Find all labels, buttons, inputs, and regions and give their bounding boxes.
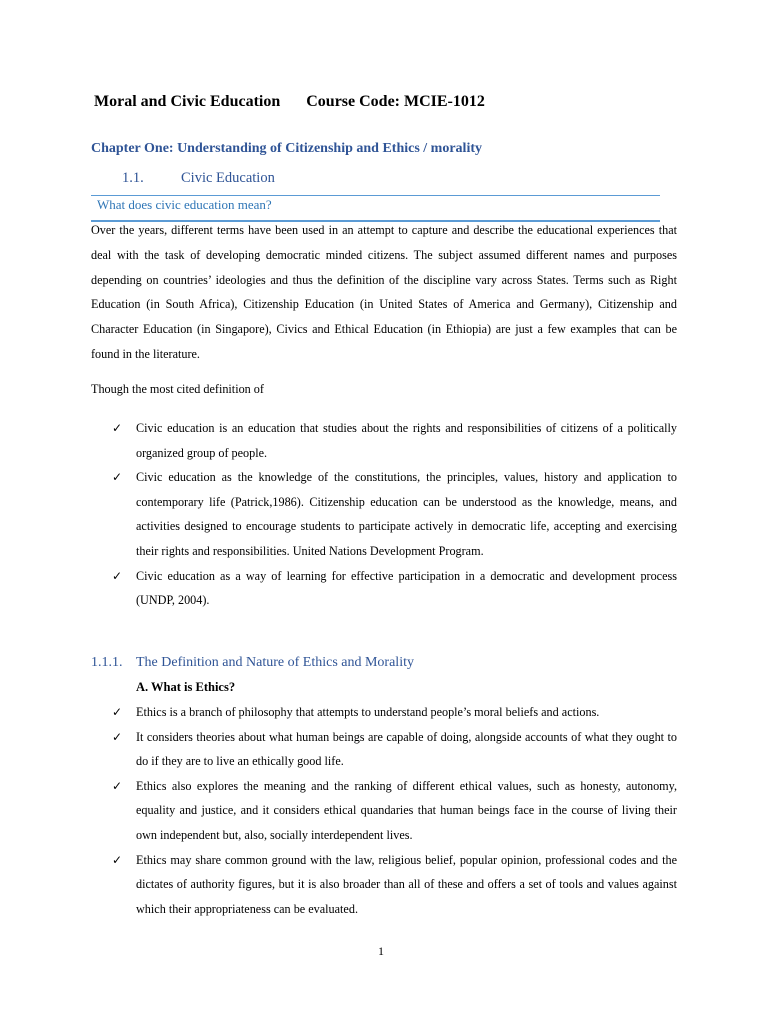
- checkmark-icon: ✓: [112, 568, 123, 583]
- subsection-heading: A. What is Ethics?: [136, 680, 236, 694]
- list-item: ✓ It considers theories about what human beings are capable of doing, alongside accounts of what they ought to do if they are to live an ethically good life.: [112, 725, 677, 774]
- checkmark-icon: ✓: [112, 421, 123, 435]
- subsection-number: 1.1.1.: [91, 655, 123, 670]
- list-item: ✓ Civic education is an education that studies about the rights and responsibilities of citizens of a politically organized group of people.: [112, 416, 677, 465]
- list-item: ✓ Civic education as a way of learning for effective participation in a democratic and development process (UNDP, 2004).: [112, 564, 677, 613]
- course-title-line: [94, 93, 485, 111]
- course-title: Moral and Civic Education: [94, 93, 281, 110]
- list-item: ✓ Civic education as the knowledge of the constitutions, the principles, values, history and application to contemporary life (Patrick,1986). Citizenship education can be understood as the knowledge, means, and activities designed to encourage students to participate actively in democratic life, accepting and exercising their rights and responsibilities. United Nations Development Program.: [112, 465, 677, 563]
- definitions-list: [112, 416, 677, 613]
- list-item: ✓ Ethics also explores the meaning and the ranking of different ethical values, such as honesty, autonomy, equality and justice, and it considers ethical quandaries that human beings face in the course of living their own independent but, also, socially interdependent lives.: [112, 774, 677, 848]
- page-number: 1: [378, 944, 384, 958]
- subsection-title: The Definition and Nature of Ethics and Morality: [136, 655, 414, 670]
- section-number: 1.1.: [122, 170, 144, 186]
- checkmark-icon: ✓: [112, 470, 123, 485]
- list-item: ✓ Ethics is a branch of philosophy that attempts to understand people’s moral beliefs and actions.: [112, 700, 677, 725]
- section-question: What does civic education mean?: [97, 197, 272, 212]
- definition-intro: Though the most cited definition of: [91, 382, 264, 396]
- chapter-heading: Chapter One: Understanding of Citizenship and Ethics / morality: [91, 141, 482, 156]
- checkmark-icon: ✓: [112, 852, 123, 867]
- checkmark-icon: ✓: [112, 778, 123, 793]
- section-title: Civic Education: [181, 170, 275, 186]
- course-code: Course Code: MCIE-1012: [306, 93, 485, 110]
- checkmark-icon: ✓: [112, 705, 123, 719]
- heading-rule-top: [91, 195, 660, 196]
- list-item: ✓ Ethics may share common ground with the law, religious belief, popular opinion, professional codes and the dictates of authority figures, but it is also broader than all of these and offers a set of tools and values against which their appropriateness can be evaluated.: [112, 848, 677, 922]
- checkmark-icon: ✓: [112, 729, 123, 744]
- ethics-list: [112, 700, 677, 921]
- overview-paragraph: Over the years, different terms have been used in an attempt to capture and describe the educational experiences that deal with the task of developing democratic minded citizens. The subject assumed different names and purposes depending on countries’ ideologies and thus the definition of the discipline vary across States. Terms such as Right Education (in South Africa), Citizenship Education (in United States of America and Germany), Citizenship and Character Education (in Singapore), Civics and Ethical Education (in Ethiopia) are just a few examples that can be found in the literature.: [91, 223, 677, 361]
